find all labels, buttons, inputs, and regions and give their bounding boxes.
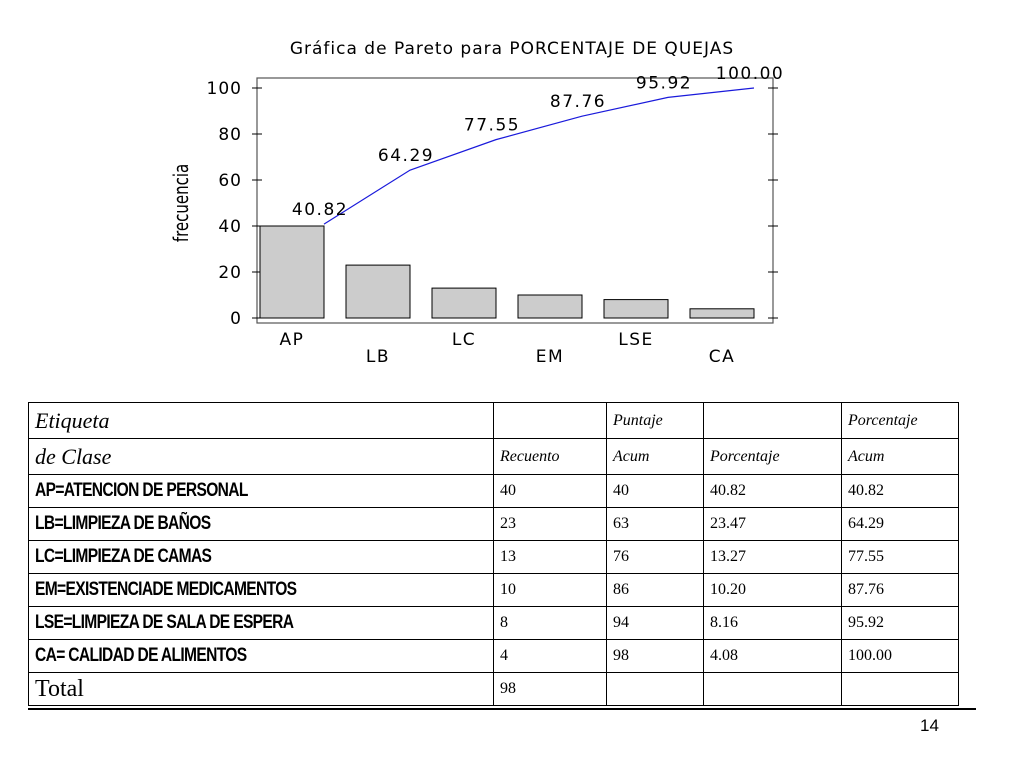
value-cell-pct: 4.08 [704, 640, 842, 673]
header-cell [494, 403, 607, 439]
value-cell-cumpct: 87.76 [842, 574, 959, 607]
value-cell-cumpct: 64.29 [842, 508, 959, 541]
table-header-row-2 [29, 439, 959, 475]
cumulative-data-label: 87.76 [549, 92, 607, 113]
header-cell: Puntaje [607, 403, 704, 439]
x-tick-label: CA [708, 347, 736, 367]
y-tick-label: 80 [218, 125, 242, 145]
y-tick-label: 60 [218, 171, 242, 191]
header-cell: Acum [842, 439, 959, 475]
row-label-cell [29, 541, 494, 574]
table-row [29, 475, 959, 508]
bar-lse [604, 300, 668, 318]
row-label-cell [29, 607, 494, 640]
header-cell [704, 403, 842, 439]
value-cell-pct: 10.20 [704, 574, 842, 607]
row-label-cell [29, 508, 494, 541]
bottom-rule [28, 708, 976, 710]
cumulative-data-label: 77.55 [463, 115, 521, 136]
table-row [29, 640, 959, 673]
x-tick-label: LC [451, 330, 477, 350]
bar-lb [346, 265, 410, 318]
value-cell-pct: 8.16 [704, 607, 842, 640]
value-cell-count: 8 [494, 607, 607, 640]
y-tick-label: 100 [206, 79, 242, 99]
table-header-row-1 [29, 403, 959, 439]
value-cell-count: 23 [494, 508, 607, 541]
value-cell-cum: 86 [607, 574, 704, 607]
row-label: LB=LIMPIEZA DE BAÑOS [35, 513, 211, 534]
value-cell-cumpct: 77.55 [842, 541, 959, 574]
value-cell-pct: 13.27 [704, 541, 842, 574]
row-label-cell [29, 475, 494, 508]
value-cell-cumpct: 40.82 [842, 475, 959, 508]
value-cell-count: 10 [494, 574, 607, 607]
y-axis-label: frecuencia [171, 163, 194, 243]
header-cell: Porcentaje [842, 403, 959, 439]
chart-marks [207, 64, 785, 367]
pareto-chart-svg [0, 0, 1024, 380]
value-cell-cum: 63 [607, 508, 704, 541]
row-label: EM=EXISTENCIADE MEDICAMENTOS [35, 579, 297, 600]
x-tick-label: LSE [618, 330, 654, 350]
value-cell-pct [704, 673, 842, 706]
value-cell-cum: 94 [607, 607, 704, 640]
cumulative-data-label: 64.29 [377, 146, 435, 167]
header-cell: Porcentaje [704, 439, 842, 475]
header-cell: Etiqueta [29, 403, 494, 439]
row-label: CA= CALIDAD DE ALIMENTOS [35, 645, 247, 666]
table-row [29, 541, 959, 574]
chart-title: Gráfica de Pareto para PORCENTAJE DE QUEJAS [289, 39, 735, 59]
value-cell-pct: 23.47 [704, 508, 842, 541]
value-cell-cumpct: 100.00 [842, 640, 959, 673]
row-label-cell [29, 640, 494, 673]
value-cell-cumpct: 95.92 [842, 607, 959, 640]
table-row [29, 607, 959, 640]
bar-ca [690, 309, 754, 318]
y-tick-label: 0 [230, 309, 242, 329]
value-cell-cum [607, 673, 704, 706]
cumulative-data-label: 100.00 [715, 64, 785, 84]
value-cell-count: 40 [494, 475, 607, 508]
header-cell: Acum [607, 439, 704, 475]
row-label: AP=ATENCION DE PERSONAL [35, 480, 248, 501]
value-cell-count: 13 [494, 541, 607, 574]
row-label-cell: Total [29, 673, 494, 706]
table-row [29, 508, 959, 541]
table-total-row [29, 673, 959, 706]
header-cell: Recuento [494, 439, 607, 475]
x-tick-label: EM [535, 347, 565, 367]
value-cell-cum: 76 [607, 541, 704, 574]
cumulative-data-label: 40.82 [291, 200, 349, 221]
pareto-chart [0, 0, 1024, 380]
row-label: LC=LIMPIEZA DE CAMAS [35, 546, 212, 567]
value-cell-cum: 98 [607, 640, 704, 673]
header-cell: de Clase [29, 439, 494, 475]
value-cell-cum: 40 [607, 475, 704, 508]
value-cell-count: 98 [494, 673, 607, 706]
x-tick-label: LB [365, 347, 391, 367]
row-label: LSE=LIMPIEZA DE SALA DE ESPERA [35, 612, 294, 633]
pareto-data-table [28, 402, 959, 706]
bar-em [518, 295, 582, 318]
value-cell-count: 4 [494, 640, 607, 673]
bar-lc [432, 288, 496, 318]
y-tick-label: 40 [218, 217, 242, 237]
table-row [29, 574, 959, 607]
value-cell-cumpct [842, 673, 959, 706]
page-number: 14 [920, 716, 939, 735]
x-tick-label: AP [279, 330, 305, 350]
row-label-cell [29, 574, 494, 607]
value-cell-pct: 40.82 [704, 475, 842, 508]
bar-ap [260, 226, 324, 318]
cumulative-data-label: 95.92 [635, 73, 693, 94]
y-tick-label: 20 [218, 263, 242, 283]
